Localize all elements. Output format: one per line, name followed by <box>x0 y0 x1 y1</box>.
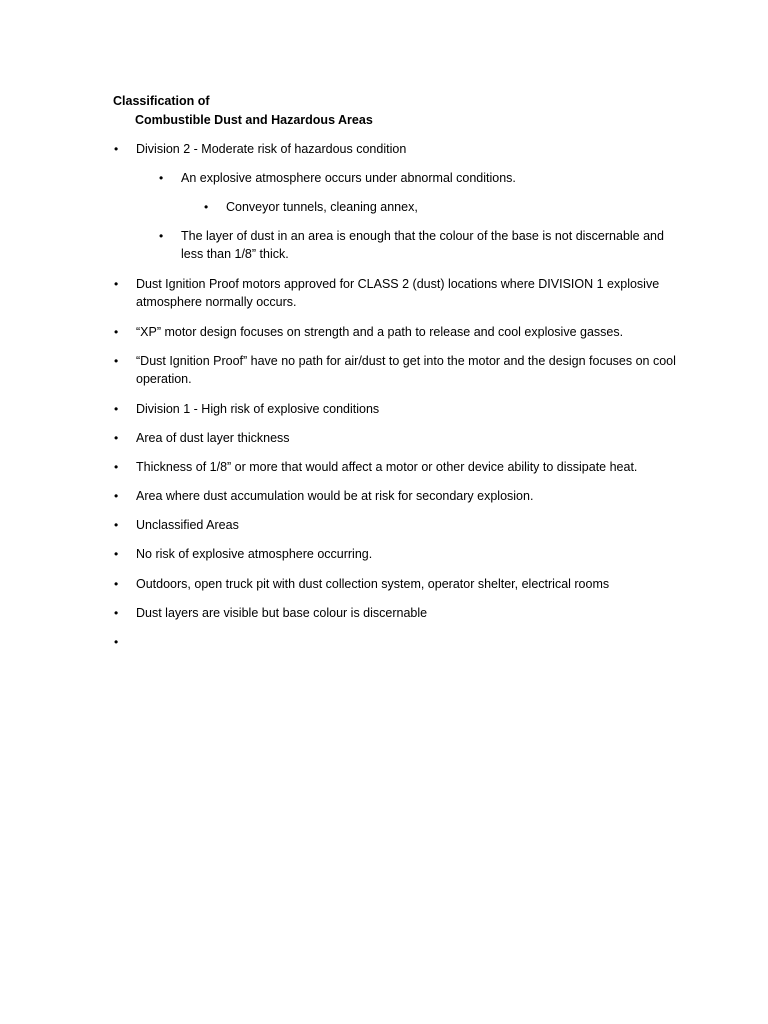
list-item <box>136 401 681 419</box>
list-item <box>136 141 681 159</box>
bullet-icon: • <box>114 277 119 291</box>
list-item <box>136 517 681 535</box>
list-item <box>136 546 681 564</box>
bullet-icon: • <box>114 547 119 561</box>
list-item-text: Dust Ignition Proof motors approved for CLASS 2 (dust) locations where DIVISION 1 explosive atmosphere normally occurs. <box>136 277 660 309</box>
list-item <box>136 276 676 311</box>
list-item <box>181 170 681 188</box>
list-item-text: Division 2 - Moderate risk of hazardous condition <box>136 142 407 156</box>
list-item <box>181 228 686 263</box>
bullet-icon: • <box>114 460 119 474</box>
list-item-text: Thickness of 1/8” or more that would affect a motor or other device ability to dissipate heat. <box>136 460 638 474</box>
list-item-text: “Dust Ignition Proof” have no path for air/dust to get into the motor and the design focuses on cool operation. <box>136 354 676 386</box>
list-item <box>136 459 696 477</box>
bullet-icon: • <box>114 142 119 156</box>
list-item-text: Division 1 - High risk of explosive conditions <box>136 402 380 416</box>
list-item-text: Dust layers are visible but base colour is discernable <box>136 606 428 620</box>
bullet-icon: • <box>114 431 119 445</box>
list-item-text: Area of dust layer thickness <box>136 431 290 445</box>
list-item <box>136 488 681 506</box>
list-item-text: The layer of dust in an area is enough that the colour of the base is not discernable and less than 1/8” thick. <box>181 229 664 261</box>
bullet-icon: • <box>114 606 119 620</box>
bullet-icon: • <box>114 518 119 532</box>
bullet-icon: • <box>114 325 119 339</box>
document-title-line-2: Combustible Dust and Hazardous Areas <box>135 113 373 127</box>
list-item <box>136 324 681 342</box>
list-item <box>226 199 681 217</box>
list-item-text: “XP” motor design focuses on strength and a path to release and cool explosive gasses. <box>136 325 624 339</box>
bullet-icon: • <box>114 402 119 416</box>
list-item <box>136 353 681 388</box>
bullet-icon: • <box>204 200 209 214</box>
bullet-icon: • <box>114 354 119 368</box>
bullet-icon: • <box>114 577 119 591</box>
bullet-icon: • <box>114 635 119 649</box>
bullet-icon: • <box>159 229 164 243</box>
bullet-icon: • <box>159 171 164 185</box>
list-item <box>136 430 681 448</box>
list-item-text: Area where dust accumulation would be at risk for secondary explosion. <box>136 489 534 503</box>
list-item <box>136 576 696 594</box>
document-title-line-1: Classification of <box>113 94 210 108</box>
list-item-text: Outdoors, open truck pit with dust collection system, operator shelter, electrical rooms <box>136 577 610 591</box>
list-item-text: Unclassified Areas <box>136 518 239 532</box>
list-item-text: No risk of explosive atmosphere occurring. <box>136 547 373 561</box>
list-item-text: Conveyor tunnels, cleaning annex, <box>226 200 418 214</box>
list-item <box>136 605 681 623</box>
bullet-icon: • <box>114 489 119 503</box>
list-item-text: An explosive atmosphere occurs under abnormal conditions. <box>181 171 516 185</box>
